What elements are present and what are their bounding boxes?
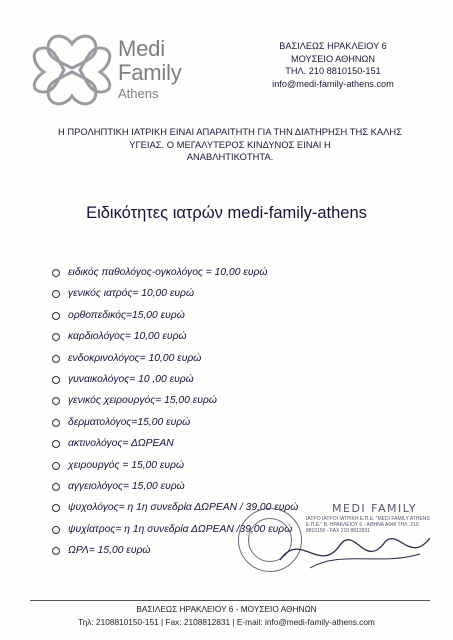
bullet-circle-icon (52, 547, 60, 555)
bullet-circle-icon (52, 504, 60, 512)
intro-text (40, 126, 420, 164)
stamp-details: ΙΑΤΡΟ ΙΑΤΡΟΙ ΙΑΤΡΙΚΗ Ε.Π.Ε. "MEDI FAMILY ATHENS Ε.Π.Ε." Β. ΗΡΑΚΛΕΙΟΥ 6 - ΑΘΗΝΑ ΑΦΜ ΤΗΛ. 210 8810150 - FAX 210 8812831 (306, 516, 430, 534)
list-item-text: ψυχίατρος= η 1η συνεδρία ΔΩΡΕΑΝ /39,00 ευρώ (68, 523, 293, 535)
bullet-circle-icon (52, 440, 60, 448)
contact-block (238, 40, 428, 90)
footer-contacts: Τηλ: 2108810150-151 | Fax: 2108812831 | E-mail: info@medi-family-athens.com (78, 617, 375, 627)
contact-email[interactable]: info@medi-family-athens.com (272, 78, 394, 89)
intro-line1: Η ΠΡΟΛΗΠΤΙΚΗ ΙΑΤΡΙΚΗ ΕΙΝΑΙ ΑΠΑΡΑΙΤΗΤΗ ΓΙΑ ΤΗΝ ΔΙΑΤΗΡΗΣΗ ΤΗΣ ΚΑΛΗΣ (58, 126, 402, 137)
logo-line1: Medi (118, 36, 165, 61)
stamp-name: MEDI FAMILY (332, 502, 418, 515)
page-title: Ειδικότητες ιατρών medi-family-athens (86, 204, 367, 222)
list-item-text: γυναικολόγος= 10 ,00 ευρώ (68, 373, 194, 385)
contact-address: ΒΑΣΙΛΕΩΣ ΗΡΑΚΛΕΙΟΥ 6 (279, 41, 387, 51)
list-item-text: ενδοκρινολόγος= 10,00 ευρώ (68, 352, 202, 364)
list-item-text: δερματολόγος=15,00 ευρώ (68, 416, 191, 428)
bullet-circle-icon (52, 290, 60, 298)
bullet-circle-icon (52, 376, 60, 384)
signature-icon (270, 520, 440, 580)
list-item-text: ακτινολόγος= ΔΩΡΕΑΝ (68, 438, 174, 450)
list-item-text: χειρουργός = 15,00 ευρώ (68, 459, 184, 471)
bullet-circle-icon (52, 462, 60, 470)
logo-line3: Athens (118, 86, 159, 101)
list-item-text: καρδιολόγος= 10,00 ευρώ (68, 331, 187, 343)
contact-phone: ΤΗΛ. 210 8810150-151 (285, 66, 381, 76)
list-item-text: ειδικός παθολόγος-ογκολόγος = 10,00 ευρώ (68, 267, 268, 278)
bullet-circle-icon (52, 269, 60, 277)
logo-wordmark (118, 38, 182, 100)
contact-area: ΜΟΥΣΕΙΟ ΑΘΗΝΩΝ (290, 53, 376, 64)
bullet-circle-icon (52, 397, 60, 405)
bullet-circle-icon (52, 333, 60, 341)
list-item-text: αγγειολόγος= 15,00 ευρώ (68, 480, 185, 492)
logo-line2: Family (118, 60, 182, 85)
bullet-circle-icon (52, 419, 60, 427)
list-item-text: ορθοπεδικός=15,00 ευρώ (68, 309, 185, 321)
bullet-circle-icon (52, 526, 60, 534)
list-item-text: γενικός ιατρός= 10,00 ευρώ (68, 288, 194, 300)
bullet-circle-icon (52, 355, 60, 363)
intro-line2: ΥΓΕΙΑΣ. Ο ΜΕΓΑΛΥΤΕΡΟΣ ΚΙΝΔΥΝΟΣ ΕΙΝΑΙ Η (129, 138, 331, 150)
intro-line3: ΑΝΑΒΛΗΤΙΚΟΤΗΤΑ. (186, 151, 274, 162)
bullet-circle-icon (52, 483, 60, 491)
list-item-text: γενικός χειρουργός= 15,00 ευρώ (68, 395, 217, 407)
footer-divider (30, 600, 430, 601)
bullet-circle-icon (52, 312, 60, 320)
list-item-text: ψυχολόγος= η 1η συνεδρία ΔΩΡΕΑΝ / 39,00 ευρώ (68, 502, 299, 514)
footer-address: ΒΑΣΙΛΕΩΣ ΗΡΑΚΛΕΙΟΥ 6 - ΜΟΥΣΕΙΟ ΑΘΗΝΩΝ (136, 604, 317, 614)
list-item-text: ΩΡΛ= 15,00 ευρώ (68, 545, 151, 557)
